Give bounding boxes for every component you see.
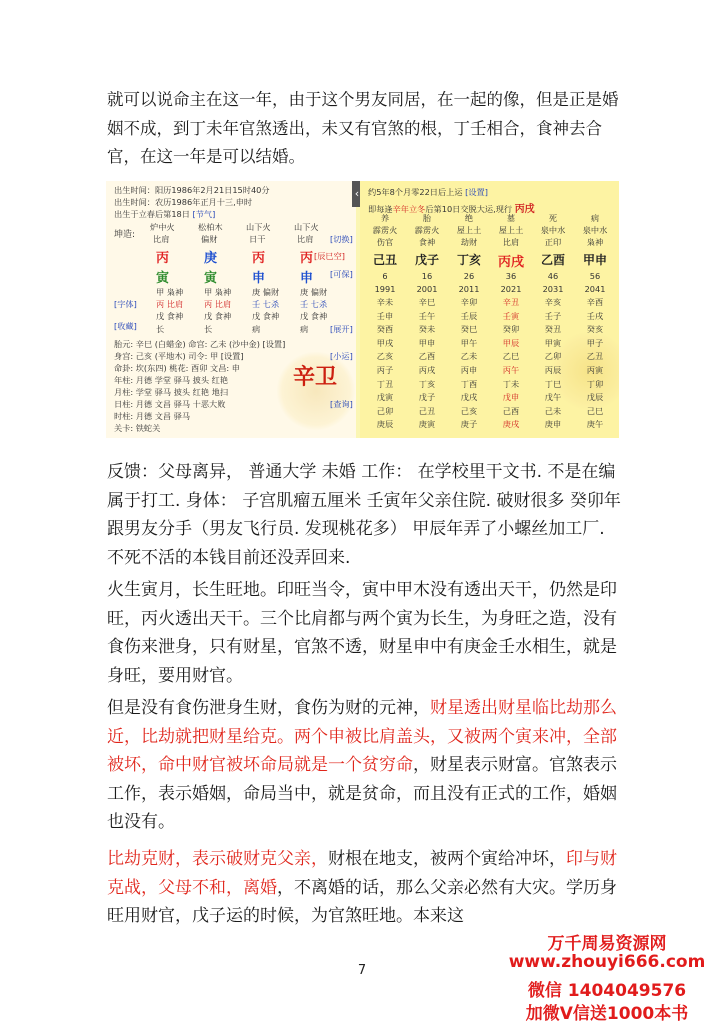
tag-xiaoyun[interactable]: [小运] (330, 351, 353, 361)
liunian-5-0: 丙子 (376, 365, 394, 375)
tag-chaxun[interactable]: [查询] (330, 399, 353, 409)
collapse-arrow-icon[interactable]: ‹ (352, 181, 362, 207)
birth-line-3: 出生于立春后第18日 [节气] (114, 209, 216, 219)
liunian-0-1: 辛巳 (418, 297, 436, 307)
dayun-pillar-5: 甲申 (582, 253, 607, 267)
liunian-2-4: 癸丑 (544, 324, 562, 335)
cang3-2: 戊 食神 (252, 311, 280, 321)
zhi-2: 申 (252, 271, 266, 286)
liunian-2-2: 癸巳 (460, 324, 478, 335)
gan-3: 丙 (300, 251, 314, 266)
liunian-3-0: 甲戌 (376, 337, 394, 348)
liunian-9-5: 庚午 (586, 419, 604, 430)
name-stamp: 辛卫 (292, 365, 337, 390)
gan-1: 庚 (204, 251, 218, 266)
bazi-chart-image (106, 181, 619, 438)
liunian-5-1: 丙戌 (418, 365, 436, 375)
liunian-6-0: 丁丑 (376, 378, 394, 389)
shishen-0: 比肩 (153, 234, 170, 244)
p5-text-c: 印与财克战，父母不和，离婚 (107, 849, 617, 898)
liunian-7-4: 戊午 (544, 392, 562, 403)
phase-4: 死 (548, 213, 558, 223)
dayun-pillar-1: 戊子 (414, 253, 439, 267)
cang1-1: 甲 枭神 (204, 287, 232, 297)
cang2-3: 壬 七杀 (300, 299, 328, 309)
shishen-1: 偏财 (201, 234, 218, 244)
tag-kebao[interactable]: [可保] (330, 269, 353, 279)
dayun-nayin-1: 霹雳火 (414, 225, 440, 235)
p4-text-red: 财星透出财星临比劫那么近，比劫就把财星给克。两个申被比肩盖头，又被两个寅来冲，全部被坏，命中财官被坏命局就是一个贫穷命 (107, 698, 617, 775)
dayun-shishen-4: 正印 (544, 237, 562, 247)
liunian-9-1: 庚寅 (418, 419, 436, 430)
liunian-8-4: 己未 (544, 405, 562, 416)
nianzhu-line: 年柱: 月德 学堂 驿马 披头 红艳 (114, 375, 229, 385)
paragraph-3: 火生寅月，长生旺地。印旺当令，寅中甲木没有透出天干，仍然是印旺，丙火透出天干。三个比肩都与两个寅为长生，为身旺之造，没有食伤来泄身，只有财星，官煞不透，财星申中有庚金壬水相生，就是身旺，要用财官。 (107, 580, 617, 686)
p5-text-d: ，不离婚的话，那么父亲必然有大灾。学历身旺用财官，戊子运的时候，为官煞旺地。本来这 (107, 877, 617, 926)
dayun-pillar-3: 丙戌 (497, 255, 524, 270)
liunian-0-3: 辛丑 (502, 297, 520, 307)
watermark-line-4: 加微V信送1000本书 (525, 1004, 689, 1024)
liunian-4-3: 乙巳 (502, 351, 520, 362)
shengong-line: 身宫: 己亥 (平地木) 司令: 甲 [设置] (114, 351, 244, 361)
liunian-6-2: 丁酉 (460, 378, 478, 389)
phase-0: 养 (380, 213, 390, 223)
zhi-0: 寅 (156, 271, 170, 286)
nayin-3: 山下火 (294, 222, 319, 232)
zhi-1: 寅 (204, 271, 218, 286)
liunian-3-4: 甲寅 (544, 337, 562, 348)
yuezhu-line: 月柱: 学堂 驿马 披头 红艳 地扫 (114, 387, 229, 397)
dayun-year-3: 2021 (500, 284, 522, 294)
gan-2: 丙 (252, 251, 266, 266)
nayin-0: 炉中火 (150, 222, 175, 232)
liunian-3-3: 甲辰 (502, 337, 520, 348)
dayun-pillar-0: 己丑 (372, 253, 397, 267)
liunian-0-2: 辛卯 (460, 297, 478, 307)
dayun-shishen-1: 食神 (418, 237, 436, 247)
mingyun-line: 命卦: 坎(东四) 桃花: 酉卯 文昌: 申 (114, 363, 240, 373)
liunian-4-1: 乙酉 (418, 351, 436, 362)
liunian-3-2: 甲午 (460, 337, 478, 348)
liunian-4-2: 乙未 (460, 351, 478, 362)
liunian-9-0: 庚辰 (376, 419, 394, 430)
liunian-8-5: 己巳 (586, 405, 604, 416)
dayun-shishen-2: 劫财 (460, 237, 478, 247)
liunian-2-3: 癸卯 (502, 324, 520, 335)
liunian-5-2: 丙申 (460, 365, 478, 375)
shizhu-line: 时柱: 月德 文昌 驿马 (114, 411, 191, 421)
cang2-2: 壬 七杀 (252, 299, 280, 309)
dayun-shishen-5: 枭神 (586, 237, 604, 247)
watermark-line-2: www.zhouyi666.com (508, 952, 706, 972)
gan-0: 丙 (156, 251, 170, 266)
liunian-0-0: 辛未 (376, 297, 394, 307)
dayun-nayin-3: 屋上土 (498, 225, 524, 235)
liunian-1-4: 壬子 (544, 310, 562, 321)
page-number: 7 (357, 963, 367, 978)
dayun-year-5: 2041 (584, 284, 606, 294)
liunian-7-2: 戊戌 (460, 392, 478, 403)
shishen-3: 比肩 (297, 234, 314, 244)
liunian-8-0: 己卯 (376, 405, 394, 416)
liunian-0-5: 辛酉 (586, 297, 604, 307)
kunzao-label: 坤造: (114, 230, 136, 240)
liunian-6-5: 丁卯 (586, 378, 604, 389)
cang3-0: 戊 食神 (156, 311, 184, 321)
paragraph-feedback: 反馈：父母离异， 普通大学 未婚 工作： 在学校里干文书. 不是在编属于打工. 身体： 子宫肌瘤五厘米 壬寅年父亲住院. 破财很多 癸卯年跟男友分手（男友飞行员. 发现桃花多） 甲辰年弄了小螺丝加工厂. 不死不活的本钱目前还没弄回来. (107, 462, 621, 568)
chart-right-panel (360, 181, 619, 438)
p4-text-c: ，财星表示财富。官煞表示工作，表示婚姻，命局当中，就是贫命，而且没有正式的工作，婚姻也没有。 (107, 755, 617, 832)
paragraph-5 (107, 845, 622, 931)
dayun-age-5: 56 (589, 271, 601, 281)
liunian-9-2: 庚子 (460, 419, 478, 430)
liunian-4-0: 乙亥 (376, 351, 394, 362)
liunian-7-5: 戊辰 (586, 392, 604, 403)
liunian-2-1: 癸未 (418, 324, 436, 335)
liunian-3-5: 甲子 (586, 337, 604, 348)
watermark-line-1: 万千周易资源网 (547, 934, 667, 954)
phase-1: 胎 (422, 213, 432, 223)
phase-5: 病 (590, 213, 600, 223)
dayun-age-4: 46 (547, 271, 559, 281)
guanka-line: 关卡: 铁蛇关 (114, 423, 161, 433)
gan-tag: [辰巳空] (314, 251, 345, 261)
liunian-1-1: 壬午 (418, 310, 436, 321)
liunian-1-3: 壬寅 (502, 310, 520, 321)
liunian-6-1: 丁亥 (418, 378, 436, 389)
dayun-nayin-4: 泉中水 (540, 225, 566, 235)
cang2-0: 丙 比肩 (156, 299, 184, 309)
zhangsheng-3: 病 (300, 324, 309, 334)
liunian-1-2: 壬辰 (460, 310, 478, 321)
cang1-3: 庚 偏财 (300, 287, 328, 297)
dayun-age-0: 6 (382, 271, 388, 281)
dayun-pillar-4: 乙酉 (540, 253, 565, 267)
cang3-1: 戊 食神 (204, 311, 232, 321)
tag-zhankai[interactable]: [展开] (330, 324, 353, 334)
liunian-9-4: 庚申 (544, 419, 562, 430)
dayun-age-3: 36 (505, 271, 517, 281)
liunian-5-3: 丙午 (502, 365, 520, 375)
liunian-1-5: 壬戌 (586, 310, 604, 321)
liunian-0-4: 辛亥 (544, 297, 562, 307)
liunian-7-1: 戊子 (418, 392, 436, 403)
zhangsheng-0: 长 (156, 324, 165, 334)
shishen-2: 日干 (249, 234, 266, 244)
taiyuan-line: 胎元: 辛巳 (白蜡金) 命宫: 乙未 (沙中金) [设置] (114, 339, 286, 349)
p5-text-a: 比劫克财，表示破财克父亲， (107, 849, 328, 869)
birth-line-2: 出生时间：农历1986年正月十三,申时 (114, 197, 253, 207)
liunian-4-4: 乙卯 (544, 351, 562, 362)
liunian-6-4: 丁巳 (544, 378, 562, 389)
dayun-year-2: 2011 (458, 284, 480, 294)
dayun-pillar-2: 丁亥 (456, 253, 481, 267)
cang2-1: 丙 比肩 (204, 299, 232, 309)
liunian-1-0: 壬申 (376, 310, 394, 321)
dayun-nayin-2: 屋上土 (456, 225, 482, 235)
dayun-year-4: 2031 (542, 284, 564, 294)
liunian-3-1: 甲申 (418, 337, 436, 348)
liunian-9-3: 庚戌 (502, 419, 520, 430)
qiyun-line: 约5年8个月零22日后上运 [设置] (368, 187, 488, 197)
liunian-4-5: 乙丑 (586, 351, 604, 362)
zhi-3: 申 (300, 271, 314, 286)
nayin-1: 松柏木 (198, 222, 223, 232)
dayun-year-1: 2001 (416, 284, 438, 294)
paragraph-1: 就可以说命主在这一年，由于这个男友同居，在一起的像，但是正是婚姻不成，到丁未年官煞透出，未又有官煞的根，丁壬相合，食神去合官，在这一年是可以结婚。 (107, 90, 619, 166)
phase-2: 绝 (464, 213, 474, 223)
dayun-shishen-0: 伤官 (376, 237, 394, 247)
tag-shouqi[interactable]: [收藏] (114, 321, 137, 331)
dayun-shishen-3: 比肩 (502, 237, 520, 247)
dayun-nayin-0: 霹雳火 (372, 225, 398, 235)
paragraph-4 (107, 694, 622, 837)
watermark-line-3: 微信 1404049576 (527, 981, 687, 1001)
dayun-year-0: 1991 (374, 284, 396, 294)
liunian-5-4: 丙辰 (544, 365, 562, 375)
liunian-6-3: 丁未 (502, 378, 520, 389)
liunian-8-3: 己酉 (502, 405, 520, 416)
zhangsheng-1: 长 (204, 324, 213, 334)
liunian-7-3: 戊申 (502, 392, 520, 403)
zhangsheng-2: 病 (252, 324, 261, 334)
tag-zitu[interactable]: [字体] (114, 299, 137, 309)
p4-text-a: 但是没有食伤泄身生财，食伤为财的元神， (107, 698, 430, 718)
tag-qiehuan[interactable]: [切换] (330, 234, 353, 244)
liunian-8-1: 己丑 (418, 405, 436, 416)
p5-text-b: 财根在地支，被两个寅给冲坏， (328, 849, 566, 869)
liunian-7-0: 戊寅 (376, 392, 394, 403)
nayin-2: 山下火 (246, 222, 271, 232)
dayun-nayin-5: 泉中水 (582, 225, 608, 235)
cang1-0: 甲 枭神 (156, 287, 184, 297)
liunian-2-5: 癸亥 (586, 324, 604, 335)
phase-3: 墓 (506, 213, 516, 223)
liunian-8-2: 己亥 (460, 405, 478, 416)
rizhu-line: 日柱: 月德 文昌 驿马 十恶大败 (114, 399, 226, 409)
birth-line-1: 出生时间：阳历1986年2月21日15时40分 (114, 185, 270, 195)
cang3-3: 戊 食神 (300, 311, 328, 321)
cang1-2: 庚 偏财 (252, 287, 280, 297)
dayun-age-2: 26 (463, 271, 475, 281)
dayun-age-1: 16 (421, 271, 433, 281)
jiaoyun-line: 即每逢辛年立冬后第10日交脱大运,现行 丙戌 (368, 204, 535, 215)
chart-left-panel (106, 181, 356, 438)
liunian-2-0: 癸酉 (376, 324, 394, 335)
liunian-5-5: 丙寅 (586, 365, 604, 375)
